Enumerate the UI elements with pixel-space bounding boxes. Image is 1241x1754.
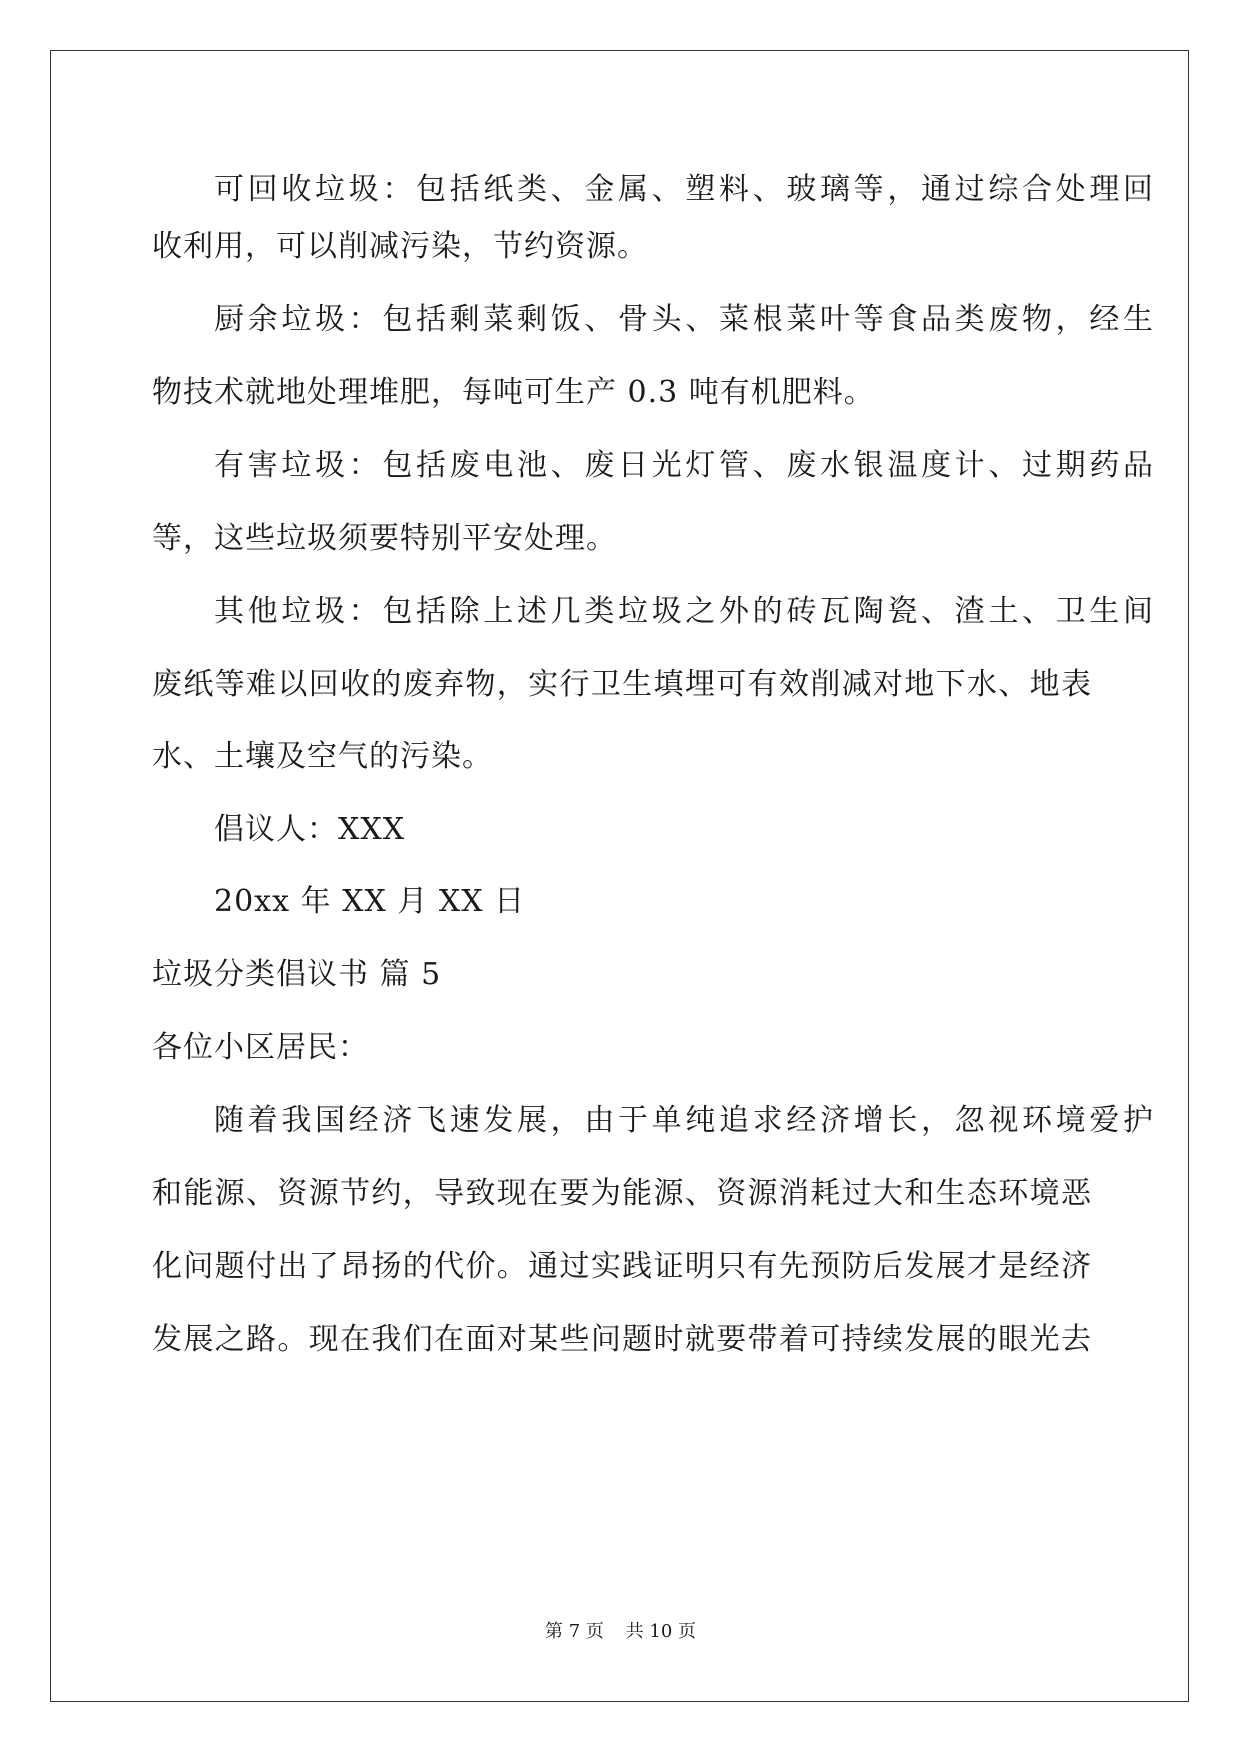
- page-footer: [0, 1620, 1241, 1644]
- paragraph-hazardous-line-2: 等，这些垃圾须要特别平安处理。: [152, 521, 617, 556]
- section-heading: 垃圾分类倡议书 篇 5: [152, 957, 442, 992]
- body-paragraph-line-2: 和能源、资源节约，导致现在要为能源、资源消耗过大和生态环境恶: [152, 1176, 1092, 1211]
- body-paragraph-line-4: 发展之路。现在我们在面对某些问题时就要带着可持续发展的眼光去: [152, 1322, 1092, 1357]
- paragraph-hazardous-line-1: 有害垃圾：包括废电池、废日光灯管、废水银温度计、过期药品: [214, 448, 1154, 483]
- body-paragraph-line-1: 随着我国经济飞速发展，由于单纯追求经济增长，忽视环境爱护: [214, 1103, 1154, 1138]
- paragraph-kitchen-line-2: 物技术就地处理堆肥，每吨可生产 0.3 吨有机肥料。: [152, 375, 875, 410]
- paragraph-other-line-2: 废纸等难以回收的废弃物，实行卫生填埋可有效削减对地下水、地表: [152, 667, 1092, 702]
- page-number: 第 7 页: [545, 1621, 604, 1642]
- initiator-signature: 倡议人：XXX: [214, 812, 406, 847]
- paragraph-recyclable-line-1: 可回收垃圾：包括纸类、金属、塑料、玻璃等，通过综合处理回: [214, 172, 1154, 207]
- body-paragraph-line-3: 化问题付出了昂扬的代价。通过实践证明只有先预防后发展才是经济: [152, 1249, 1092, 1284]
- paragraph-other-line-3: 水、土壤及空气的污染。: [152, 739, 493, 774]
- page-total: 共 10 页: [625, 1621, 696, 1642]
- signature-date: 20xx 年 XX 月 XX 日: [214, 884, 526, 919]
- salutation: 各位小区居民：: [152, 1030, 369, 1065]
- paragraph-kitchen-line-1: 厨余垃圾：包括剩菜剩饭、骨头、菜根菜叶等食品类废物，经生: [214, 302, 1154, 337]
- page-border: [50, 50, 1189, 1702]
- paragraph-other-line-1: 其他垃圾：包括除上述几类垃圾之外的砖瓦陶瓷、渣土、卫生间: [214, 594, 1154, 629]
- paragraph-recyclable-line-2: 收利用，可以削减污染，节约资源。: [152, 229, 648, 264]
